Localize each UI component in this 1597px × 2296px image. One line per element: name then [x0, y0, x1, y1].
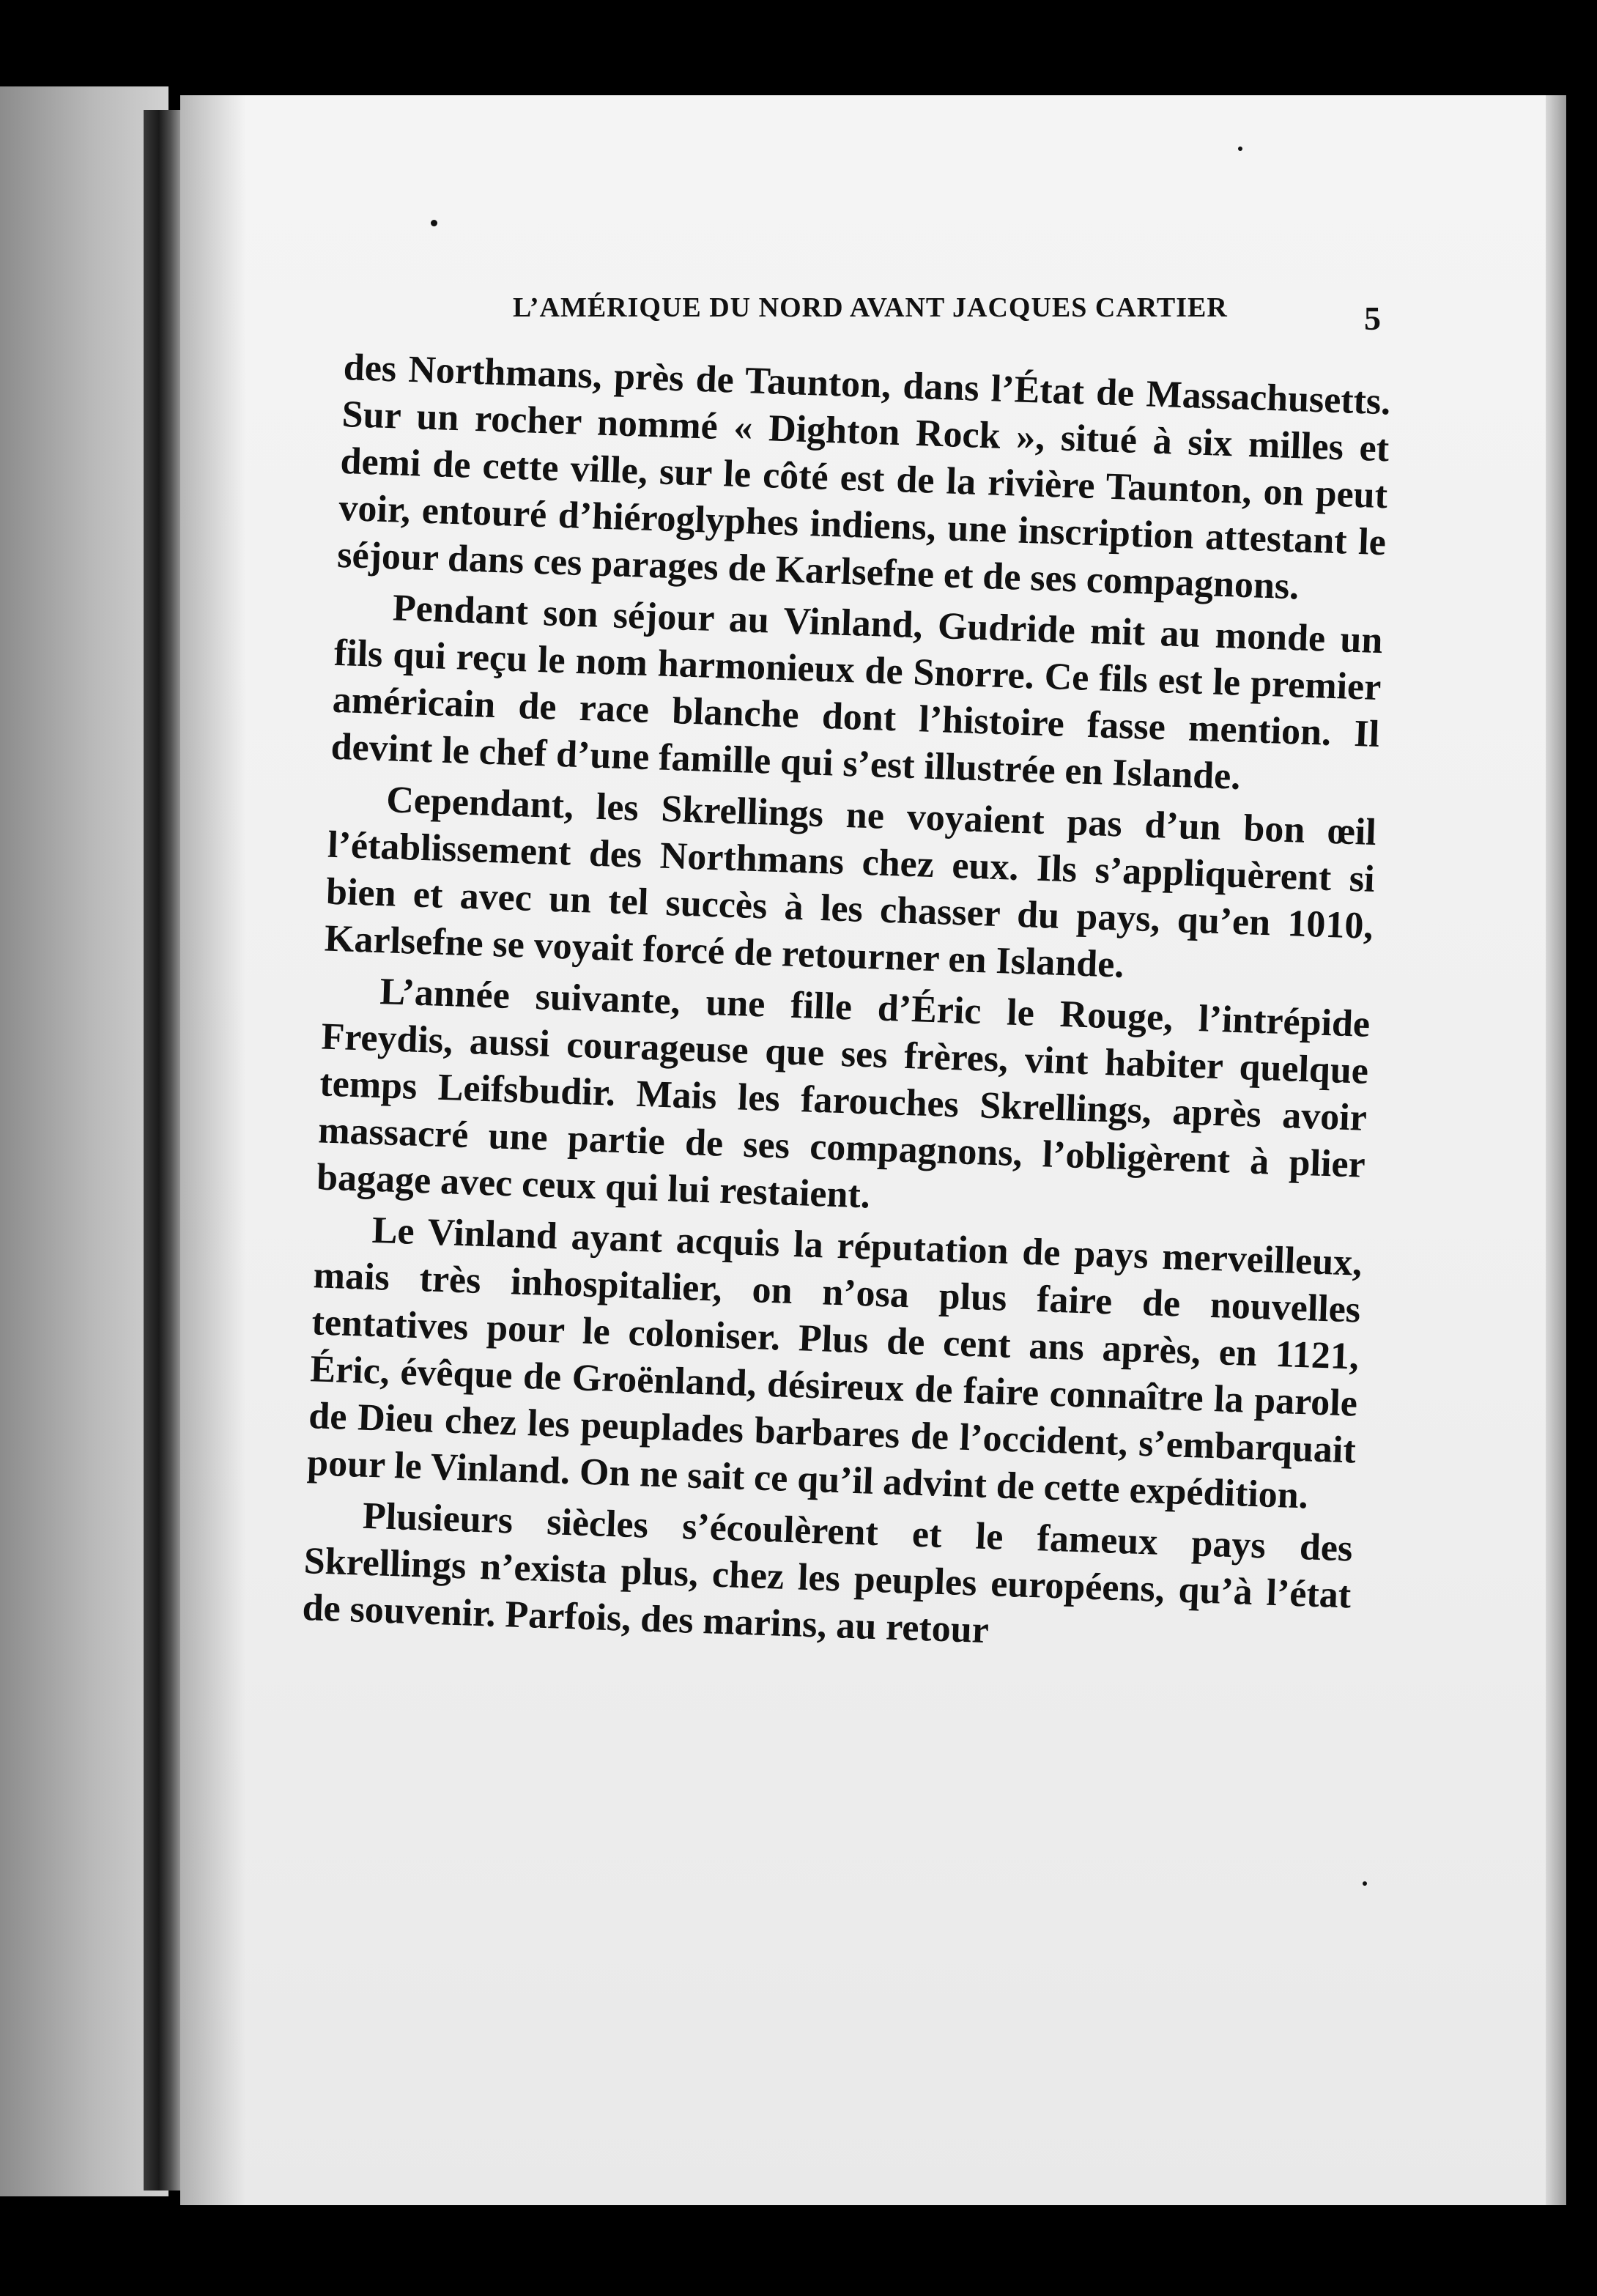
paragraph: Pendant son séjour au Vinland, Gudride mit au monde un fils qui reçu le nom harmonieux de Snorre. Ce fils est le premier américain de race blanche dont l’histoire fasse mention. Il devint le chef d’une famille qui s’est illustrée en Islande.	[330, 587, 1384, 798]
page-shadow	[180, 95, 246, 2205]
page-right-edge	[1546, 95, 1566, 2205]
paragraph: Cependant, les Skrellings ne voyaient pas d’un bon œil l’établissement des Northmans chez eux. Ils s’appliquèrent si bien et avec un tel succès à les chasser du pays, qu’en 1010, Karlsefne se voyait forcé de retourner en Islande.	[324, 779, 1377, 986]
paragraph: des Northmans, près de Taunton, dans l’État de Massachusetts. Sur un rocher nommé « Dighton Rock », situé à six milles et demi de cette ville, sur le côté est de la rivière Taunton, on peut voir, entouré d’hiéroglyphes indiens, une inscription attestant le séjour dans ces parages de Karlsefne et de ses compagnons.	[336, 346, 1392, 608]
book-gutter	[144, 110, 182, 2191]
scan-speck	[431, 220, 437, 226]
paragraph: Le Vinland ayant acquis la réputation de pays merveilleux, mais très inhospitalier, on n’osa plus faire de nouvelles tentatives pour le coloniser. Plus de cent ans après, en 1121, Éric, évêque de Groënland, désireux de faire connaître la parole de Dieu chez les peuplades barbares de l’occident, s’embarquait pour le Vinland. On ne sait ce qu’il advint de cette expédition.	[306, 1209, 1363, 1517]
body-text	[302, 344, 1392, 1666]
paragraph: L’année suivante, une fille d’Éric le Rouge, l’intrépide Freydis, aussi courageuse que ses frères, vint habiter quelque temps Leifsbudir. Mais les farouches Skrellings, après avoir massacré une partie de ses compagnons, l’obligèrent à plier bagage avec ceux qui lui restaient.	[316, 971, 1371, 1217]
running-title: L’AMÉRIQUE DU NORD AVANT JACQUES CARTIER	[513, 292, 1228, 323]
page-number: 5	[1364, 300, 1381, 337]
paragraph: Plusieurs siècles s’écoulèrent et le fameux pays des Skrellings n’exista plus, chez les peuples européens, qu’à l’état de souvenir. Parfois, des marins, au retour	[301, 1495, 1354, 1652]
scan-speck	[1238, 147, 1242, 151]
scan-speck	[1363, 1881, 1367, 1886]
